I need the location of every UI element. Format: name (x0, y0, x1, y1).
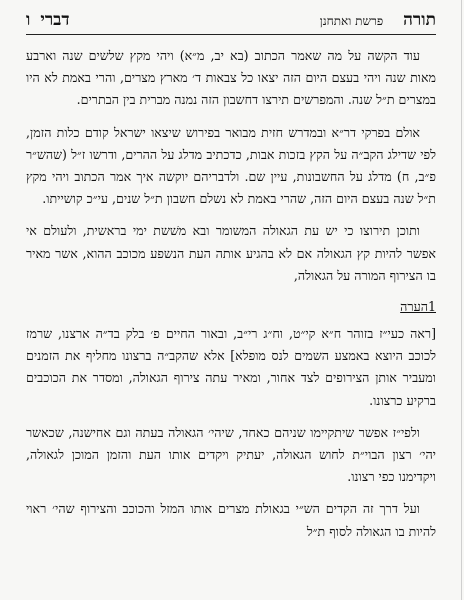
running-header (26, 10, 436, 35)
main-text (26, 45, 436, 543)
header-right-group (320, 10, 436, 30)
header-title: תורה (403, 10, 436, 30)
header-parasha: פרשת ואתחנן (319, 14, 384, 28)
paragraph: ותוכן תירוצו כי יש עת הגאולה המשומר ובא משׁשת ימי בראשית, ולעולם אי אפשר להיות קץ הגאולה אם לא בהגיע אותה העת הנשפע מכוכב ההוא, אשר מאיר בו הצירוף המורה על הגאולה, (26, 223, 436, 283)
note-paragraph: [ראה כעי״ז בזוהר ח״א קי״ט, וח״ג רי״ב, ובאור החיים פ׳ בלק בד״ה ארצנו, שרמז לכוכב היוצא באמצע השמים לנס מופלא] אלא שהקב״ה ברצונו מחליף את הזמנים ומעביר אותן הצירופים לצד אחור, ומאיר עתה צירוף הגאולה, ומסדר את הכוכבים ברקיע כרצונו. (26, 326, 436, 408)
page-number: ו (26, 10, 31, 30)
header-left-group (26, 10, 98, 30)
note-label: 1הערה (400, 299, 436, 315)
note-paragraph: ולפי״ז אפשר שיתקיימו שניהם כאחד, שיהי׳ הגאולה בעתה וגם אחישנה, שכאשר יהי׳ רצון הבוי״ת לחוש הגאולה, יעתיק ויקדים אותו העת והזמן המוכן לגאולה, ויקדימנו כפי רצונו. (26, 424, 436, 485)
note-paragraph: ועל דרך זה הקדים הש״י בגאולת מצרים אותו המזל והכוכב והצירוף שהי׳ ראוי להיות בו הגאולה לסוף ת״ל (26, 501, 436, 539)
paragraph: אולם בפרקי דר״א ובמדרש חזית מבואר בפירוש שיצאו ישראל קודם כלות הזמן, לפי שדילג הקב״ה על הקץ בזכות אבות, כדכתיב מדלג על ההרים, ודרשו ז״ל (שהש״ר פ״ב, ח) מדלג על החשבונות, עיין שם. ולדבריהם יוקשה איך אמר הכתוב ויהי מקץ ת״ל שנה בעצם היום הזה, שהרי באמת לא נשלם חשבון ת״ל שנים, עי״כ קושייתו. (26, 124, 436, 207)
paragraph: עוד הקשה על מה שאמר הכתוב (בא יב, מ״א) ויהי מקץ שלשים שנה וארבע מאות שנה ויהי בעצם היום הזה יצאו כל צבאות ד׳ מארץ מצרים, והרי באמת לא היו במצרים ת״ל שנה. והמפרשים תירצו דחשבון הזה נמנה מברית בין הבתרים. (26, 48, 436, 108)
page-edge-shadow (461, 0, 462, 600)
header-book: דברי (40, 10, 70, 30)
